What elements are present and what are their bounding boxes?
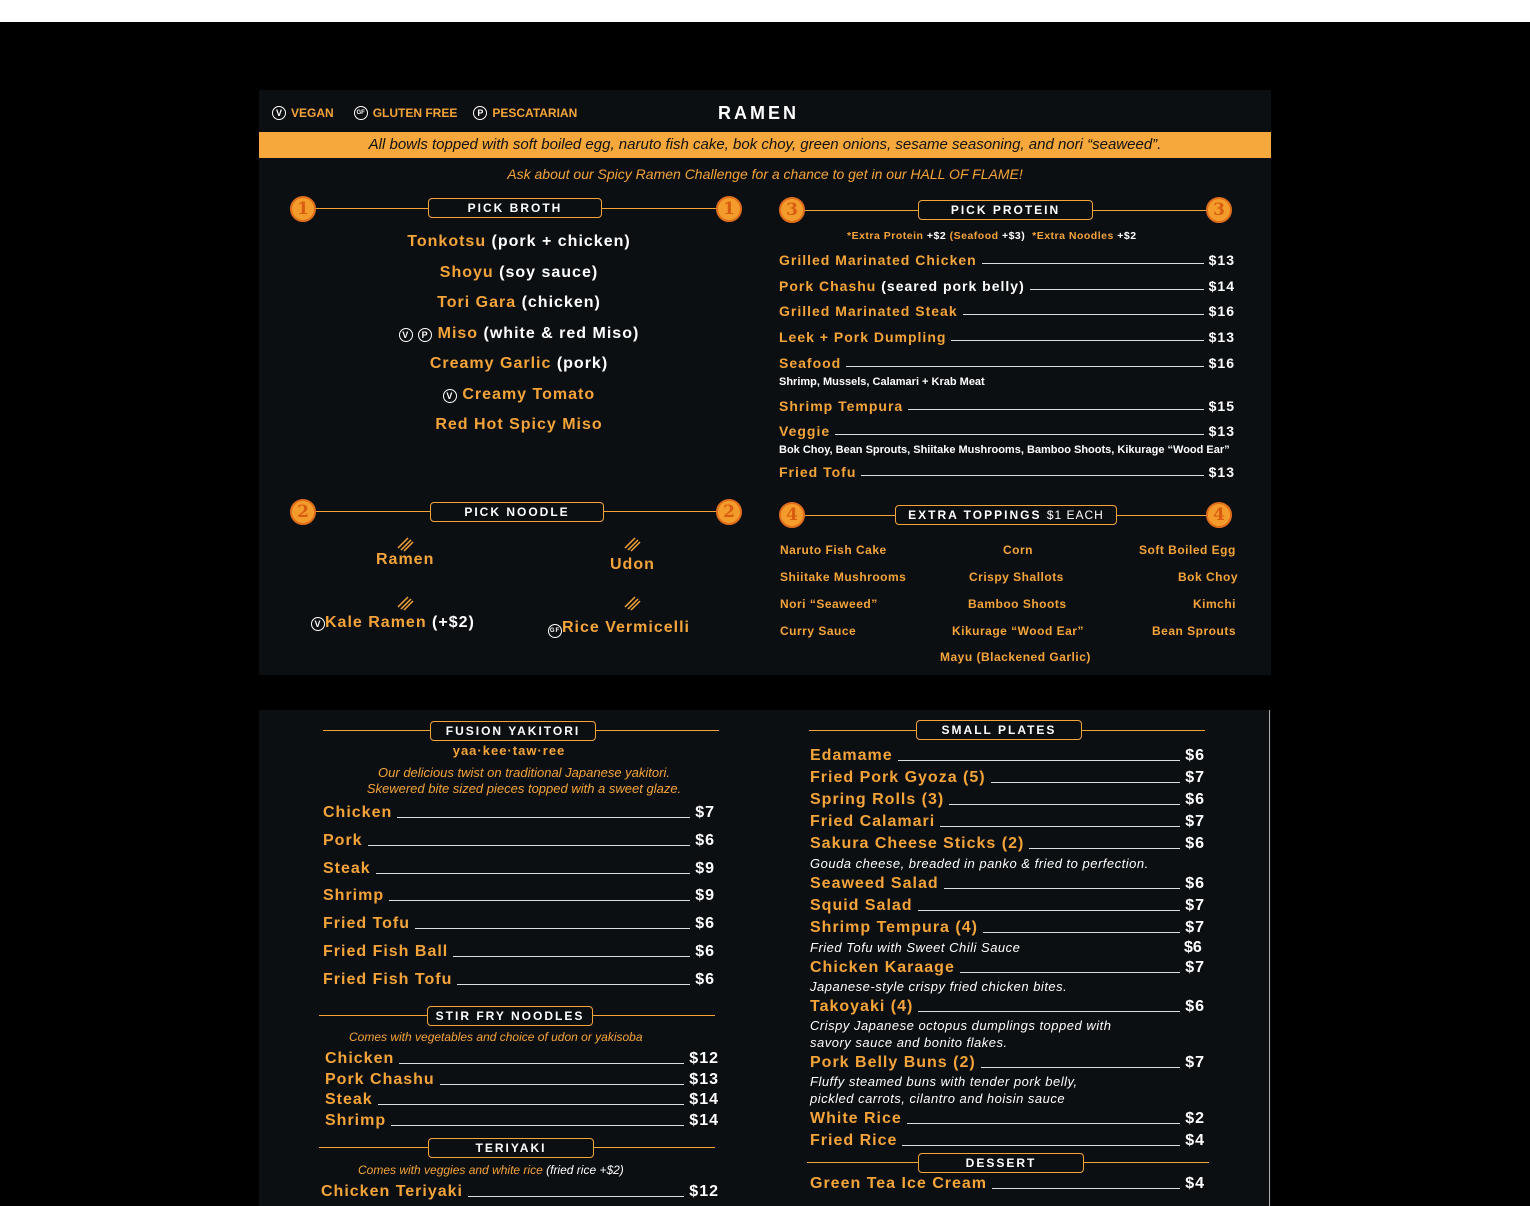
protein-row: Shrimp Tempura $15 (779, 398, 1235, 414)
fried-tofu-description: Fried Tofu with Sweet Chili Sauce (810, 940, 1021, 955)
teriyaki-description: Comes with veggies and white rice (fried rice +$2) (358, 1163, 624, 1177)
pick-noodle-header: PICK NOODLE (430, 502, 604, 522)
takoyaki-description: savory sauce and bonito flakes. (810, 1035, 1008, 1050)
dessert-header: DESSERT (918, 1153, 1084, 1173)
vegan-icon: V (443, 389, 457, 403)
small-plate-row: Edamame $6 (810, 747, 1205, 764)
topping-item: Crispy Shallots (969, 570, 1064, 584)
dessert-row: Green Tea Ice Cream $4 (810, 1175, 1205, 1192)
vegan-icon: V (272, 106, 286, 120)
yakitori-row: Steak $9 (323, 860, 715, 877)
small-plate-row: Spring Rolls (3) $6 (810, 791, 1205, 808)
topping-item: Bok Choy (1178, 570, 1239, 584)
stirfry-description: Comes with vegetables and choice of udon or yakisoba (349, 1030, 643, 1044)
legend-gluten-free: GLUTEN FREE (372, 106, 458, 120)
pork-buns-description: pickled carrots, cilantro and hoisin sauce (810, 1091, 1066, 1106)
step-2-badge-right: 2 (716, 499, 742, 525)
topping-item: Bean Sprouts (1152, 624, 1237, 638)
seafood-description: Shrimp, Mussels, Calamari + Krab Meat (779, 376, 985, 388)
small-plates-header: SMALL PLATES (916, 720, 1082, 740)
teriyaki-header: TERIYAKI (428, 1138, 594, 1158)
ramen-title: RAMEN (718, 103, 799, 123)
stirfry-row: Shrimp $14 (325, 1112, 719, 1129)
fried-tofu-price: $6 (1184, 939, 1202, 956)
noodle-icon (396, 534, 414, 552)
noodle-icon (623, 534, 641, 552)
small-plate-row: Fried Rice $4 (810, 1132, 1205, 1149)
protein-row: Grilled Marinated Chicken $13 (779, 252, 1235, 268)
step-2-badge-left: 2 (290, 499, 316, 525)
small-plate-row: Takoyaki (4) $6 (810, 998, 1205, 1015)
noodle-icon (396, 593, 414, 611)
topping-item: Kikurage “Wood Ear” (952, 624, 1084, 638)
topping-item: Naruto Fish Cake (780, 543, 887, 557)
protein-row: Seafood $16 (779, 355, 1235, 371)
noodle-udon: Udon (610, 556, 655, 573)
topping-item: Kimchi (1193, 597, 1237, 611)
broth-item: Tori Gara (chicken) (437, 294, 601, 311)
yakitori-row: Shrimp $9 (323, 887, 715, 904)
topping-item: Bamboo Shoots (968, 597, 1067, 611)
step-1-badge-right: 1 (716, 196, 742, 222)
panel-edge (1269, 710, 1270, 1206)
noodle-rice-vermicelli: GF Rice Vermicelli (549, 619, 690, 636)
legend-vegan: VEGAN (291, 106, 334, 120)
topping-item: Mayu (Blackened Garlic) (940, 650, 1091, 664)
legend-pescatarian: PESCATARIAN (492, 106, 578, 120)
step-1-badge-left: 1 (290, 196, 316, 222)
vegan-icon: V (399, 328, 413, 342)
broth-item: V P Miso (white & red Miso) (259, 325, 779, 343)
yakitori-description: Our delicious twist on traditional Japanese yakitori. (378, 765, 670, 780)
stirfry-header: STIR FRY NOODLES (427, 1006, 593, 1026)
ramen-panel (259, 90, 1271, 675)
step-3-badge-right: 3 (1206, 197, 1232, 223)
small-plate-row: White Rice $2 (810, 1110, 1205, 1127)
small-plate-row: Sakura Cheese Sticks (2) $6 (810, 835, 1205, 852)
teriyaki-row: Chicken Teriyaki $12 (321, 1183, 719, 1200)
protein-row: Grilled Marinated Steak $16 (779, 303, 1235, 319)
topping-item: Soft Boiled Egg (1139, 543, 1236, 557)
yakitori-description: Skewered bite sized pieces topped with a sweet glaze. (366, 781, 682, 796)
protein-row: Pork Chashu (seared pork belly) $14 (779, 278, 1235, 294)
yakitori-header: FUSION YAKITORI (430, 721, 596, 741)
pork-buns-description: Fluffy steamed buns with tender pork belly, (810, 1074, 1078, 1089)
small-plate-row: Fried Calamari $7 (810, 813, 1205, 830)
stirfry-row: Steak $14 (325, 1091, 719, 1108)
yakitori-row: Pork $6 (323, 832, 715, 849)
yakitori-row: Fried Fish Tofu $6 (323, 971, 715, 988)
broth-item: Shoyu (soy sauce) (439, 264, 599, 281)
topping-item: Curry Sauce (780, 624, 857, 638)
takoyaki-description: Crispy Japanese octopus dumplings topped with (810, 1018, 1112, 1033)
broth-item: Tonkotsu (pork + chicken) (407, 233, 631, 250)
yakitori-row: Chicken $7 (323, 804, 715, 821)
step-4-badge-left: 4 (779, 502, 805, 528)
stirfry-row: Pork Chashu $13 (325, 1071, 719, 1088)
cheese-sticks-description: Gouda cheese, breaded in panko & fried to perfection. (810, 856, 1149, 871)
challenge-note: Ask about our Spicy Ramen Challenge for a chance to get in our HALL OF FLAME! (507, 166, 1023, 182)
broth-item: Red Hot Spicy Miso (435, 416, 603, 433)
pescatarian-icon: P (418, 328, 432, 342)
small-plate-row: Seaweed Salad $6 (810, 875, 1205, 892)
gluten-free-icon: GF (548, 624, 562, 638)
pick-protein-header: PICK PROTEIN (918, 200, 1093, 220)
yakitori-pronunciation: yaa·kee·taw·ree (452, 743, 566, 758)
topping-item: Nori “Seaweed” (780, 597, 878, 611)
extra-toppings-header: EXTRA TOPPINGS $1 EACH (895, 505, 1117, 525)
vegan-icon: V (311, 617, 325, 631)
step-4-badge-right: 4 (1206, 502, 1232, 528)
yakitori-row: Fried Fish Ball $6 (323, 943, 715, 960)
gluten-free-icon: GF (354, 106, 368, 120)
noodle-ramen: Ramen (376, 551, 435, 568)
small-plate-row: Fried Pork Gyoza (5) $7 (810, 769, 1205, 786)
protein-row: Fried Tofu $13 (779, 464, 1235, 480)
karaage-description: Japanese-style crispy fried chicken bites. (810, 979, 1068, 994)
noodle-icon (623, 593, 641, 611)
diet-legend (272, 106, 577, 120)
noodle-kale-ramen: V Kale Ramen (+$2) (311, 614, 475, 632)
small-plate-row: Chicken Karaage $7 (810, 959, 1205, 976)
topping-item: Corn (1003, 543, 1033, 557)
topping-item: Shiitake Mushrooms (780, 570, 907, 584)
top-white-bar (0, 0, 1530, 22)
broth-item: Creamy Garlic (pork) (429, 355, 609, 372)
stirfry-row: Chicken $12 (325, 1050, 719, 1067)
step-3-badge-left: 3 (779, 197, 805, 223)
extra-protein-note: *Extra Protein +$2 (Seafood +$3) *Extra Noodles +$2 (847, 230, 1137, 242)
small-plate-row: Shrimp Tempura (4) $7 (810, 919, 1205, 936)
menu-panel-2 (259, 710, 1271, 1206)
broth-item: V Creamy Tomato (259, 386, 779, 404)
veggie-description: Bok Choy, Bean Sprouts, Shiitake Mushrooms, Bamboo Shoots, Kikurage “Wood Ear” (779, 444, 1230, 456)
protein-row: Leek + Pork Dumpling $13 (779, 329, 1235, 345)
yakitori-row: Fried Tofu $6 (323, 915, 715, 932)
small-plate-row: Squid Salad $7 (810, 897, 1205, 914)
toppings-banner: All bowls topped with soft boiled egg, naruto fish cake, bok choy, green onions, sesame seasoning, and nori “seaweed”. (259, 132, 1271, 158)
pescatarian-icon: P (473, 106, 487, 120)
small-plate-row: Pork Belly Buns (2) $7 (810, 1054, 1205, 1071)
pick-broth-header: PICK BROTH (428, 198, 602, 218)
protein-row: Veggie $13 (779, 423, 1235, 439)
